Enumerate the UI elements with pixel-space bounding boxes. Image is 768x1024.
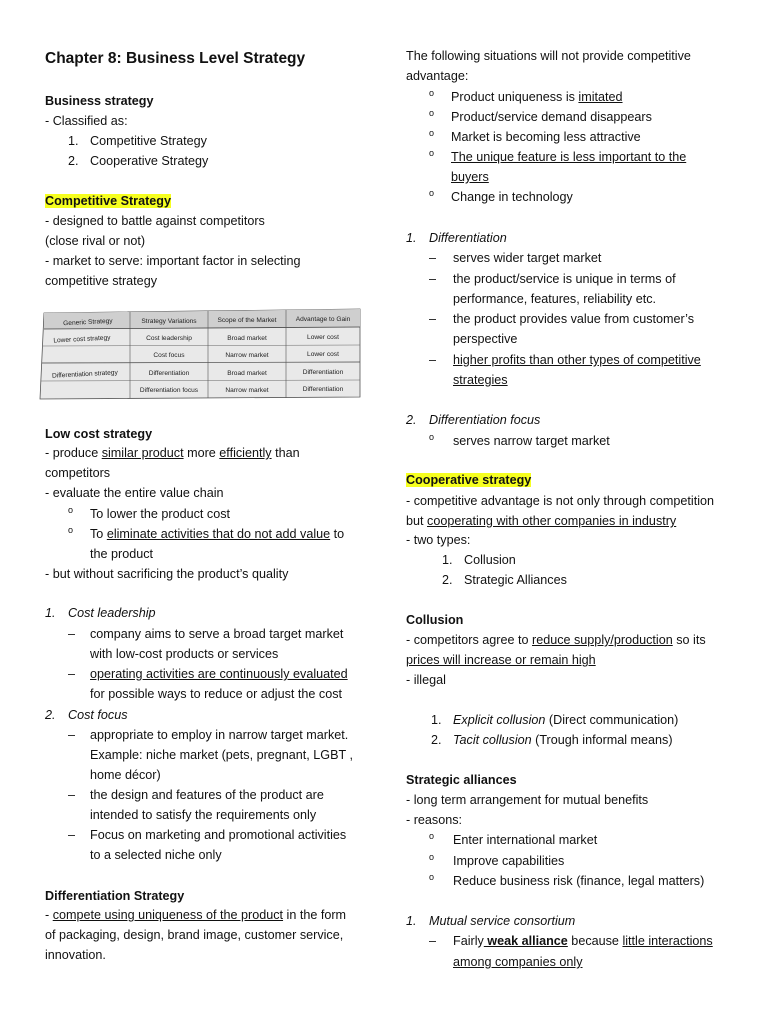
list-item-cont: home décor) xyxy=(90,768,161,782)
list-item-cont: intended to satisfy the requirements only xyxy=(90,808,317,822)
list-item-cont: buyers xyxy=(451,170,489,184)
differentiation-subheading: Differentiation xyxy=(429,231,507,245)
cooperative-strategy-heading: Cooperative strategy xyxy=(406,473,532,487)
text-line: The following situations will not provide competitive xyxy=(406,49,691,63)
list-item-cont: with low-cost products or services xyxy=(90,647,279,661)
list-item: To eliminate activities that do not add value to xyxy=(90,527,345,541)
list-item-cont: for possible ways to reduce or adjust the cost xyxy=(90,687,343,701)
list-item: The unique feature is less important to the xyxy=(451,150,687,164)
strategy-table-image xyxy=(38,305,362,403)
table-cell: Broad market xyxy=(227,335,267,342)
table-cell: Lower cost xyxy=(307,351,339,358)
collusion-heading: Collusion xyxy=(406,613,464,627)
circle-bullet-icon: o xyxy=(429,872,435,882)
list-item: Collusion xyxy=(464,553,516,567)
table-cell: Cost focus xyxy=(153,352,185,359)
circle-bullet-icon: o xyxy=(68,505,74,515)
list-marker: 1. xyxy=(431,713,442,727)
table-cell: Differentiation xyxy=(148,370,190,377)
table-cell: Broad market xyxy=(227,370,267,377)
table-header: Generic Strategy xyxy=(63,317,113,328)
list-item: operating activities are continuously evaluated xyxy=(90,667,348,681)
text-line: - evaluate the entire value chain xyxy=(45,486,224,500)
circle-bullet-icon: o xyxy=(68,525,74,535)
circle-bullet-icon: o xyxy=(429,108,435,118)
list-item: the product provides value from customer’s xyxy=(453,312,695,326)
circle-bullet-icon: o xyxy=(429,88,435,98)
list-marker: 1. xyxy=(68,134,79,148)
list-item-cont: performance, features, reliability etc. xyxy=(453,292,656,306)
list-item: Explicit collusion (Direct communication) xyxy=(453,713,679,727)
list-item-cont: among companies only xyxy=(453,955,583,969)
list-item-cont: the product xyxy=(90,547,154,561)
list-marker: 1. xyxy=(406,914,417,928)
text-line: innovation. xyxy=(45,948,106,962)
text-line: but cooperating with other companies in industry xyxy=(406,514,677,528)
dash-bullet-icon: – xyxy=(429,312,437,326)
text-line: - two types: xyxy=(406,533,471,547)
text-line: - competitors agree to reduce supply/production so its xyxy=(406,633,706,647)
list-item: company aims to serve a broad target market xyxy=(90,627,344,641)
differentiation-heading: Differentiation Strategy xyxy=(45,889,185,903)
dash-bullet-icon: – xyxy=(429,934,437,948)
table-header: Advantage to Gain xyxy=(295,316,351,323)
dash-bullet-icon: – xyxy=(68,728,76,742)
text-line: (close rival or not) xyxy=(45,234,146,248)
list-marker: 1. xyxy=(442,553,453,567)
dash-bullet-icon: – xyxy=(68,828,76,842)
table-cell: Differentiation xyxy=(302,369,344,376)
list-item: the product/service is unique in terms of xyxy=(453,272,676,286)
list-item: the design and features of the product are xyxy=(90,788,324,802)
text-line: - competitive advantage is not only through competition xyxy=(406,494,715,508)
circle-bullet-icon: o xyxy=(429,188,435,198)
text-line: of packaging, design, brand image, customer service, xyxy=(45,928,344,942)
chapter-title: Chapter 8: Business Level Strategy xyxy=(45,50,306,67)
list-item-cont: Example: niche market (pets, pregnant, LGBT , xyxy=(90,748,353,762)
list-marker: 1. xyxy=(45,606,56,620)
text-line: - reasons: xyxy=(406,813,462,827)
text-line: - produce similar product more efficiently than xyxy=(45,446,300,460)
circle-bullet-icon: o xyxy=(429,148,435,158)
differentiation-focus-heading: Differentiation focus xyxy=(429,413,541,427)
dash-bullet-icon: – xyxy=(68,667,76,681)
list-item: Product uniqueness is imitated xyxy=(451,90,623,104)
text-line: - long term arrangement for mutual benefits xyxy=(406,793,649,807)
list-marker: 2. xyxy=(68,154,79,168)
list-marker: 2. xyxy=(442,573,453,587)
list-item: Reduce business risk (finance, legal matters) xyxy=(453,874,705,888)
list-marker: 1. xyxy=(406,231,417,245)
table-cell: Differentiation xyxy=(302,386,344,393)
list-item-cont: to a selected niche only xyxy=(90,848,222,862)
list-item: appropriate to employ in narrow target market. xyxy=(90,728,349,742)
list-item: Strategic Alliances xyxy=(464,573,567,587)
text-line: prices will increase or remain high xyxy=(406,653,596,667)
classified-line: - Classified as: xyxy=(45,114,128,128)
circle-bullet-icon: o xyxy=(429,831,435,841)
cost-leadership-heading: Cost leadership xyxy=(68,606,156,620)
circle-bullet-icon: o xyxy=(429,852,435,862)
alliances-heading: Strategic alliances xyxy=(406,773,517,787)
dash-bullet-icon: – xyxy=(429,353,437,367)
circle-bullet-icon: o xyxy=(429,128,435,138)
table-cell: Narrow market xyxy=(225,387,269,394)
text-line: - compete using uniqueness of the product in the form xyxy=(45,908,347,922)
table-cell: Differentiation strategy xyxy=(51,369,118,380)
list-item: Product/service demand disappears xyxy=(451,110,652,124)
table-cell: Cost leadership xyxy=(146,335,192,342)
table-header: Strategy Variations xyxy=(141,318,197,325)
list-item: Improve capabilities xyxy=(453,854,565,868)
business-strategy-heading: Business strategy xyxy=(45,94,154,108)
text-line: - designed to battle against competitors xyxy=(45,214,265,228)
list-item-cont: perspective xyxy=(453,332,518,346)
list-item: Change in technology xyxy=(451,190,573,204)
list-item: To lower the product cost xyxy=(90,507,231,521)
table-cell: Lower cost strategy xyxy=(53,334,111,345)
competitive-strategy-heading: Competitive Strategy xyxy=(45,194,171,208)
dash-bullet-icon: – xyxy=(429,251,437,265)
table-cell: Narrow market xyxy=(225,352,269,359)
text-line: - illegal xyxy=(406,673,446,687)
list-marker: 2. xyxy=(406,413,417,427)
list-item-cont: strategies xyxy=(453,373,508,387)
list-item: serves narrow target market xyxy=(453,434,610,448)
table-header: Scope of the Market xyxy=(217,317,277,324)
list-item: Focus on marketing and promotional activities xyxy=(90,828,347,842)
dash-bullet-icon: – xyxy=(68,627,76,641)
list-item: higher profits than other types of competitive xyxy=(453,353,701,367)
list-item: serves wider target market xyxy=(453,251,602,265)
cost-focus-heading: Cost focus xyxy=(68,708,128,722)
circle-bullet-icon: o xyxy=(429,432,435,442)
list-item: Competitive Strategy xyxy=(90,134,207,148)
table-cell: Differentiation focus xyxy=(139,387,199,394)
list-marker: 2. xyxy=(45,708,56,722)
text-line: - but without sacrificing the product’s quality xyxy=(45,567,289,581)
list-item: Cooperative Strategy xyxy=(90,154,209,168)
list-marker: 2. xyxy=(431,733,442,747)
mutual-service-heading: Mutual service consortium xyxy=(429,914,576,928)
table-cell: Lower cost xyxy=(307,334,339,341)
list-item: Tacit collusion (Trough informal means) xyxy=(453,733,673,747)
dash-bullet-icon: – xyxy=(68,788,76,802)
low-cost-heading: Low cost strategy xyxy=(45,427,153,441)
list-item: Fairly weak alliance because little interactions xyxy=(453,934,713,948)
text-line: advantage: xyxy=(406,69,469,83)
list-item: Market is becoming less attractive xyxy=(451,130,641,144)
text-line: competitors xyxy=(45,466,111,480)
text-line: competitive strategy xyxy=(45,274,157,288)
text-line: - market to serve: important factor in selecting xyxy=(45,254,301,268)
dash-bullet-icon: – xyxy=(429,272,437,286)
list-item: Enter international market xyxy=(453,833,598,847)
